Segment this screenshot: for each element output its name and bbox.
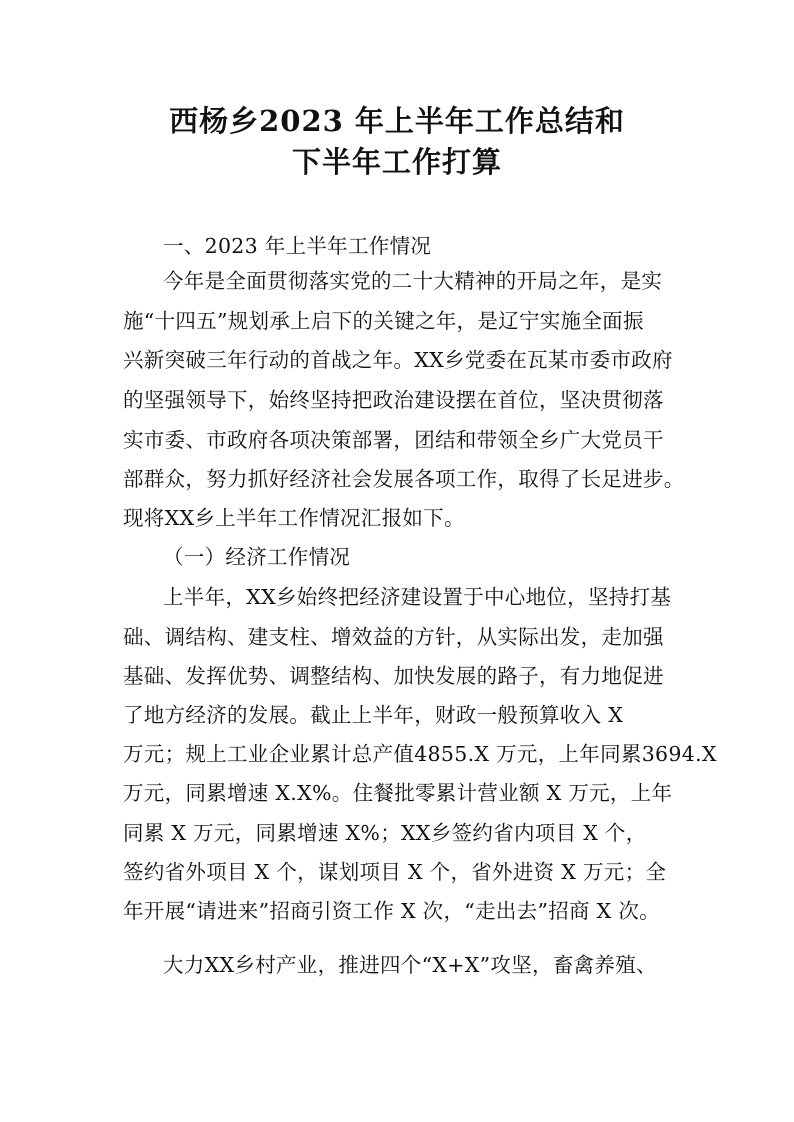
body-line: 上半年，XX乡始终把经济建设置于中心地位，坚持打基 xyxy=(163,585,672,609)
body-line: 实市委、市政府各项决策部署，团结和带领全乡广大党员干 xyxy=(123,428,664,452)
body-line: 同累 X 万元，同累增速 X%；XX乡签约省内项目 X 个， xyxy=(123,821,647,845)
body-line: 年开展“请进来”招商引资工作 X 次，“走出去”招商 X 次。 xyxy=(123,899,660,923)
body-line: （一）经济工作情况 xyxy=(163,545,351,569)
body-line: 了地方经济的发展。截止上半年，财政一般预算收入 X xyxy=(123,703,624,727)
body-line: 部群众，努力抓好经济社会发展各项工作，取得了长足进步。 xyxy=(123,467,685,491)
document-title-line-2: 下半年工作打算 xyxy=(291,145,502,179)
body-line: 兴新突破三年行动的首战之年。XX乡党委在瓦某市委市政府 xyxy=(123,348,673,372)
body-line: 万元；规上工业企业累计总产值4855.X 万元，上年同累3694.X xyxy=(123,742,717,766)
body-line: 施“十四五”规划承上启下的关键之年，是辽宁实施全面振 xyxy=(123,309,644,333)
body-line: 现将XX乡上半年工作情况汇报如下。 xyxy=(123,506,465,530)
body-line: 的坚强领导下，始终坚持把政治建设摆在首位，坚决贯彻落 xyxy=(123,388,664,412)
body-line: 签约省外项目 X 个，谋划项目 X 个，省外进资 X 万元；全 xyxy=(123,860,667,884)
body-line: 础、调结构、建支柱、增效益的方针，从实际出发，走加强 xyxy=(123,625,664,649)
body-line: 大力XX乡村产业，推进四个“X+X”攻坚，畜禽养殖、 xyxy=(163,953,657,977)
body-line: 一、2023 年上半年工作情况 xyxy=(163,234,432,258)
body-line: 今年是全面贯彻落实党的二十大精神的开局之年，是实 xyxy=(163,269,663,293)
body-line: 基础、发挥优势、调整结构、加快发展的路子，有力地促进 xyxy=(123,664,664,688)
document-title-line-1: 西杨乡2023 年上半年工作总结和 xyxy=(169,104,625,138)
body-line: 万元，同累增速 X.X%。住餐批零累计营业额 X 万元，上年 xyxy=(123,781,673,805)
